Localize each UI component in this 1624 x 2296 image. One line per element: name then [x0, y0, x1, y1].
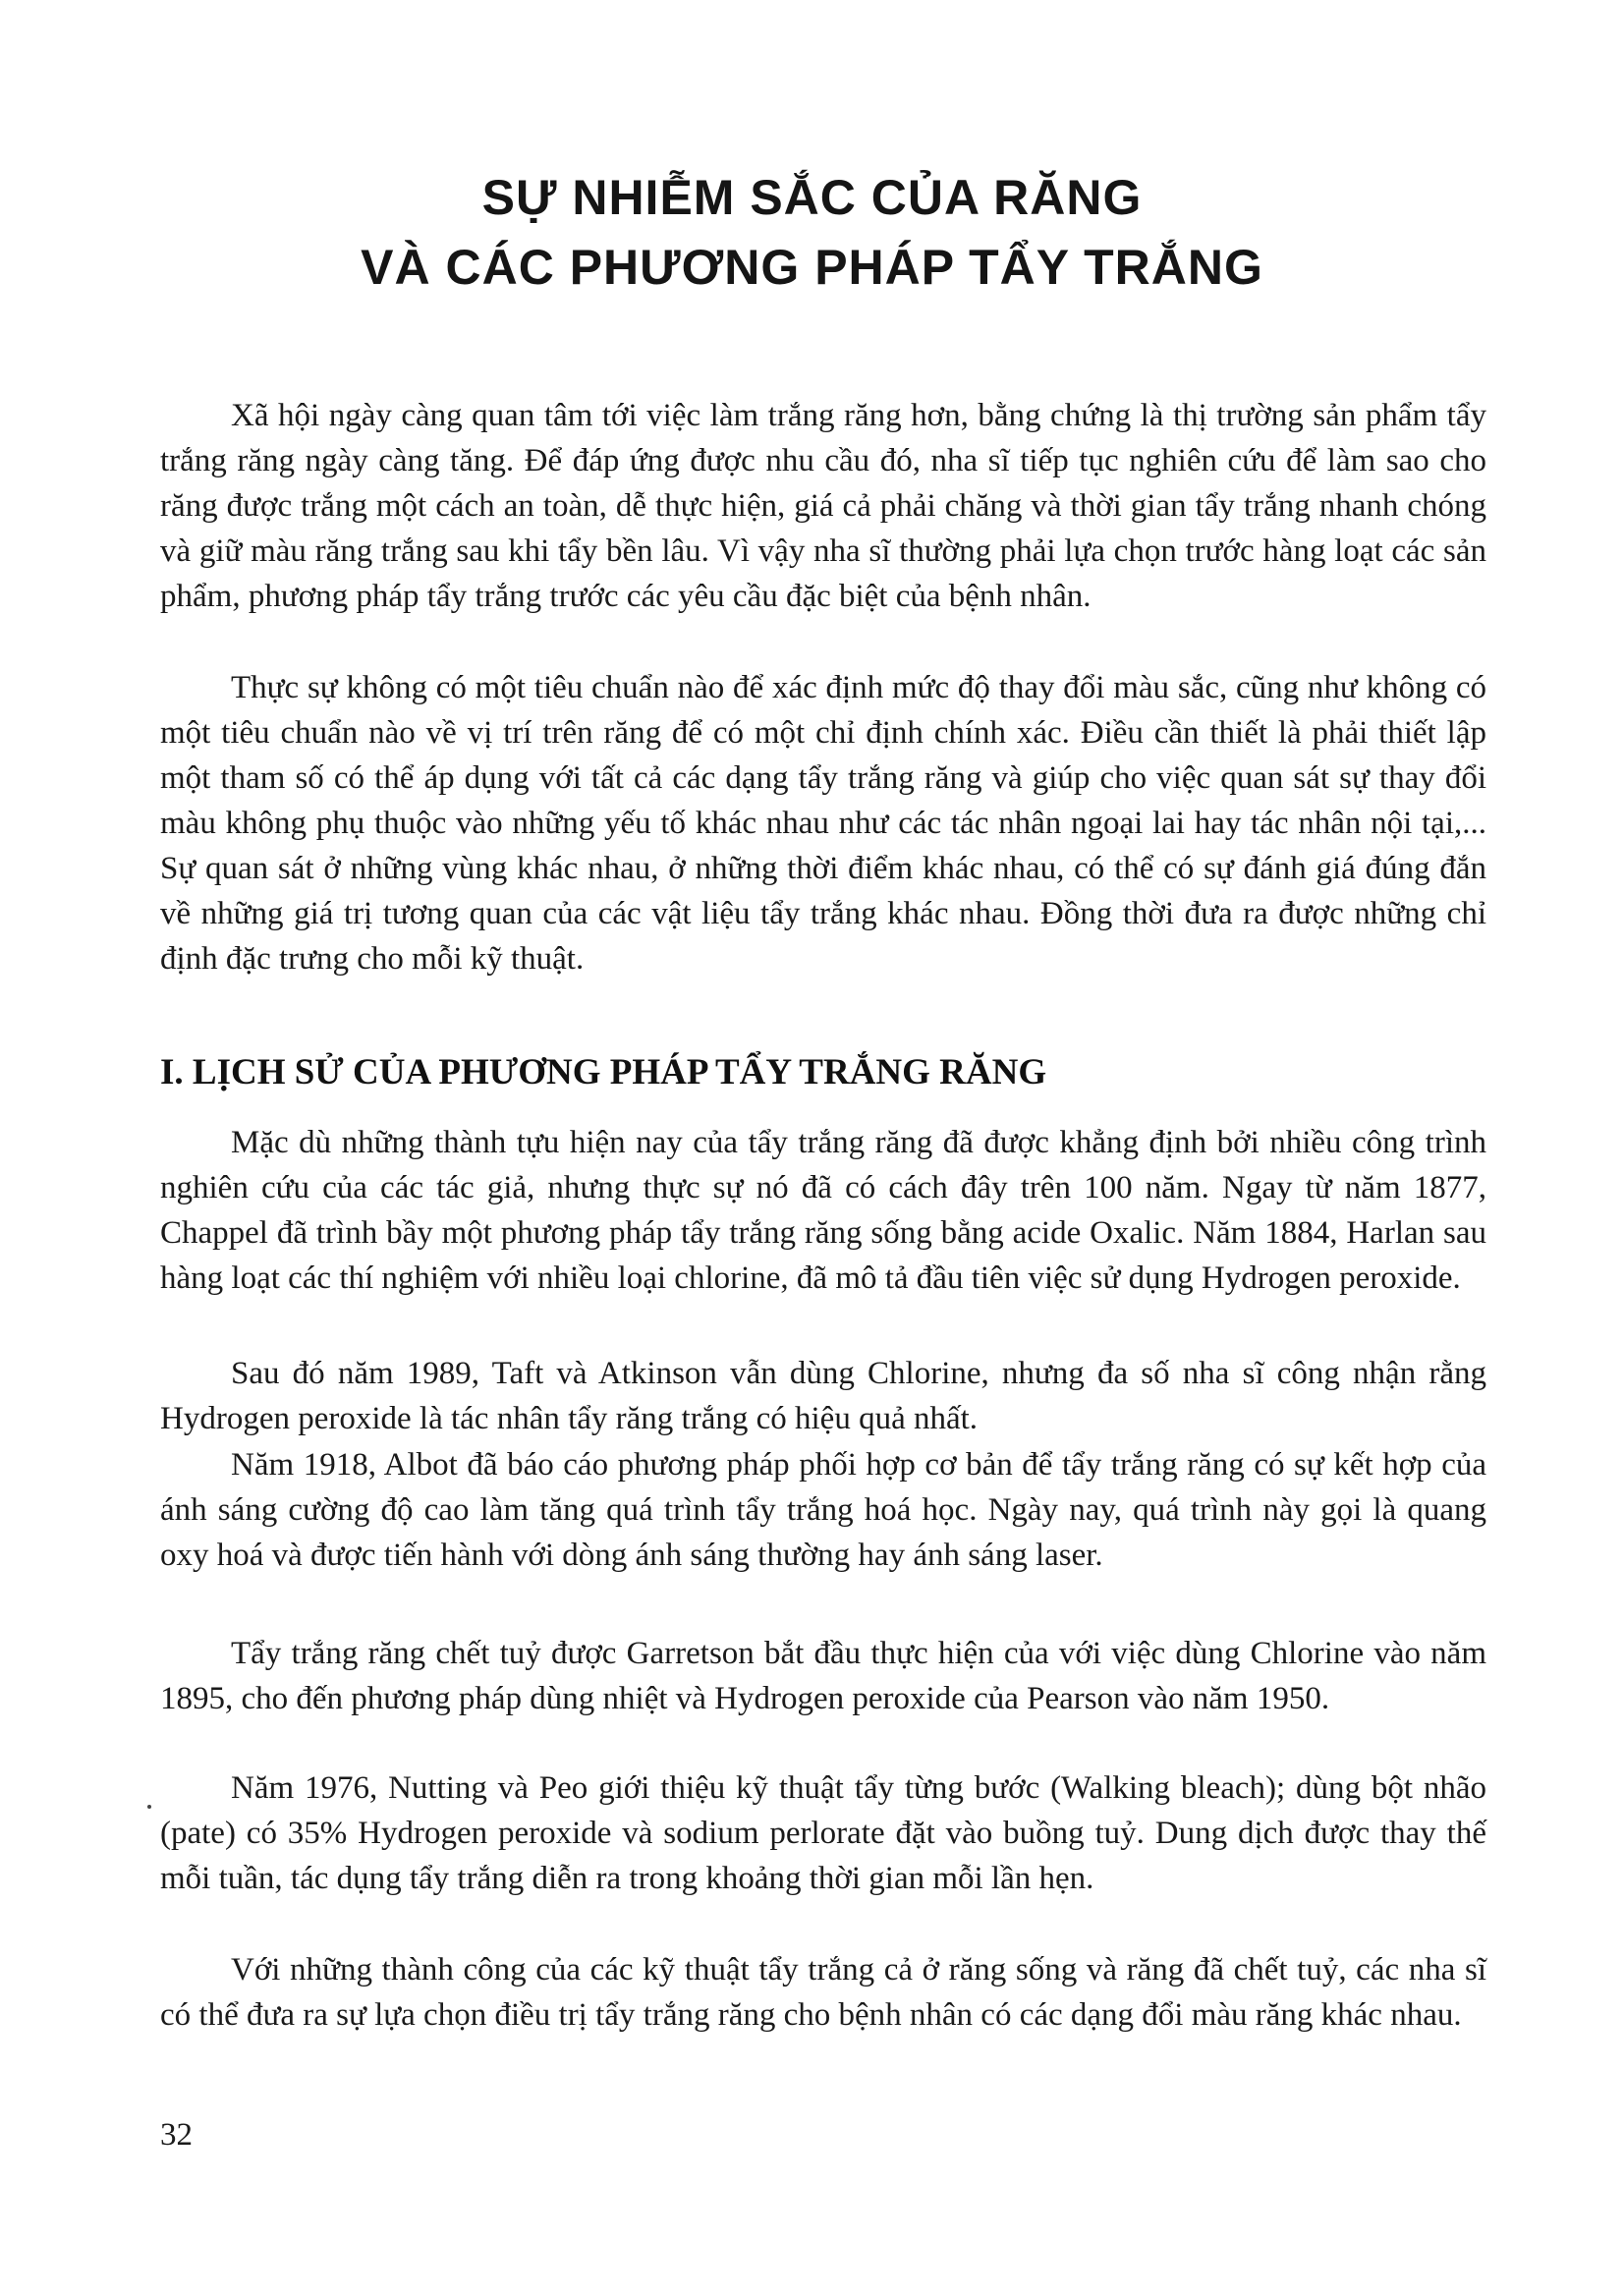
intro-paragraph-2	[160, 665, 1486, 981]
paragraph-text: Năm 1976, Nutting và Peo giới thiệu kỹ thuật tẩy từng bước (Walking bleach); dùng bột nhão (pate) có 35% Hydrogen peroxide và sodium perlorate đặt vào buồng tuỷ. Dung dịch được thay thế mỗi tuần, tác dụng tẩy trắng diễn ra trong khoảng thời gian mỗi lần hẹn.	[160, 1770, 1486, 1896]
paragraph-text: Năm 1918, Albot đã báo cáo phương pháp phối hợp cơ bản để tẩy trắng răng có sự kết hợp của ánh sáng cường độ cao làm tăng quá trình tẩy trắng hoá học. Ngày nay, quá trình này gọi là quang oxy hoá và được tiến hành với dòng ánh sáng thường hay ánh sáng laser.	[160, 1447, 1486, 1573]
intro-paragraph-1	[160, 393, 1486, 619]
history-paragraph-6	[160, 1947, 1486, 2038]
paragraph-text: Xã hội ngày càng quan tâm tới việc làm trắng răng hơn, bằng chứng là thị trường sản phẩm tẩy trắng răng ngày càng tăng. Để đáp ứng được nhu cầu đó, nha sĩ tiếp tục nghiên cứu để làm sao cho răng được trắng một cách an toàn, dễ thực hiện, giá cả phải chăng và thời gian tẩy trắng nhanh chóng và giữ màu răng trắng sau khi tẩy bền lâu. Vì vậy nha sĩ thường phải lựa chọn trước hàng loạt các sản phẩm, phương pháp tẩy trắng trước các yêu cầu đặc biệt của bệnh nhân.	[160, 398, 1486, 614]
history-paragraph-2	[160, 1351, 1486, 1441]
history-paragraph-3	[160, 1442, 1486, 1578]
paragraph-text: Sau đó năm 1989, Taft và Atkinson vẫn dùng Chlorine, nhưng đa số nha sĩ công nhận rằng Hydrogen peroxide là tác nhân tẩy răng trắng có hiệu quả nhất.	[160, 1356, 1486, 1436]
page-title-line-1: SỰ NHIỄM SẮC CỦA RĂNG	[481, 170, 1143, 225]
history-paragraph-1	[160, 1120, 1486, 1301]
history-paragraph-4	[160, 1631, 1486, 1721]
scan-artifact-dot	[147, 1805, 151, 1809]
paragraph-text: Thực sự không có một tiêu chuẩn nào để xác định mức độ thay đổi màu sắc, cũng như không có một tiêu chuẩn nào về vị trí trên răng để có một chỉ định chính xác. Điều cần thiết là phải thiết lập một tham số có thể áp dụng với tất cả các dạng tẩy trắng răng và giúp cho việc quan sát sự thay đổi màu không phụ thuộc vào những yếu tố khác nhau như các tác nhân ngoại lai hay tác nhân nội tại,... Sự quan sát ở những vùng khác nhau, ở những thời điểm khác nhau, có thể có sự đánh giá đúng đắn về những giá trị tương quan của các vật liệu tẩy trắng khác nhau. Đồng thời đưa ra được những chỉ định đặc trưng cho mỗi kỹ thuật.	[160, 670, 1486, 977]
paragraph-text: Mặc dù những thành tựu hiện nay của tẩy trắng răng đã được khẳng định bởi nhiều công trình nghiên cứu của các tác giả, nhưng thực sự nó đã có cách đây trên 100 năm. Ngay từ năm 1877, Chappel đã trình bầy một phương pháp tẩy trắng răng sống bằng acide Oxalic. Năm 1884, Harlan sau hàng loạt các thí nghiệm với nhiều loại chlorine, đã mô tả đầu tiên việc sử dụng Hydrogen peroxide.	[160, 1125, 1486, 1296]
page-title-line-2: VÀ CÁC PHƯƠNG PHÁP TẨY TRẮNG	[361, 240, 1263, 295]
paragraph-text: Tẩy trắng răng chết tuỷ được Garretson bắt đầu thực hiện của với việc dùng Chlorine vào năm 1895, cho đến phương pháp dùng nhiệt và Hydrogen peroxide của Pearson vào năm 1950.	[160, 1636, 1486, 1716]
section-heading: I. LỊCH SỬ CỦA PHƯƠNG PHÁP TẨY TRẮNG RĂNG	[160, 1052, 1047, 1092]
page-number: 32	[160, 2117, 193, 2153]
paragraph-text: Với những thành công của các kỹ thuật tẩy trắng cả ở răng sống và răng đã chết tuỷ, các nha sĩ có thể đưa ra sự lựa chọn điều trị tẩy trắng răng cho bệnh nhân có các dạng đổi màu răng khác nhau.	[160, 1952, 1486, 2033]
history-paragraph-5	[160, 1765, 1486, 1901]
